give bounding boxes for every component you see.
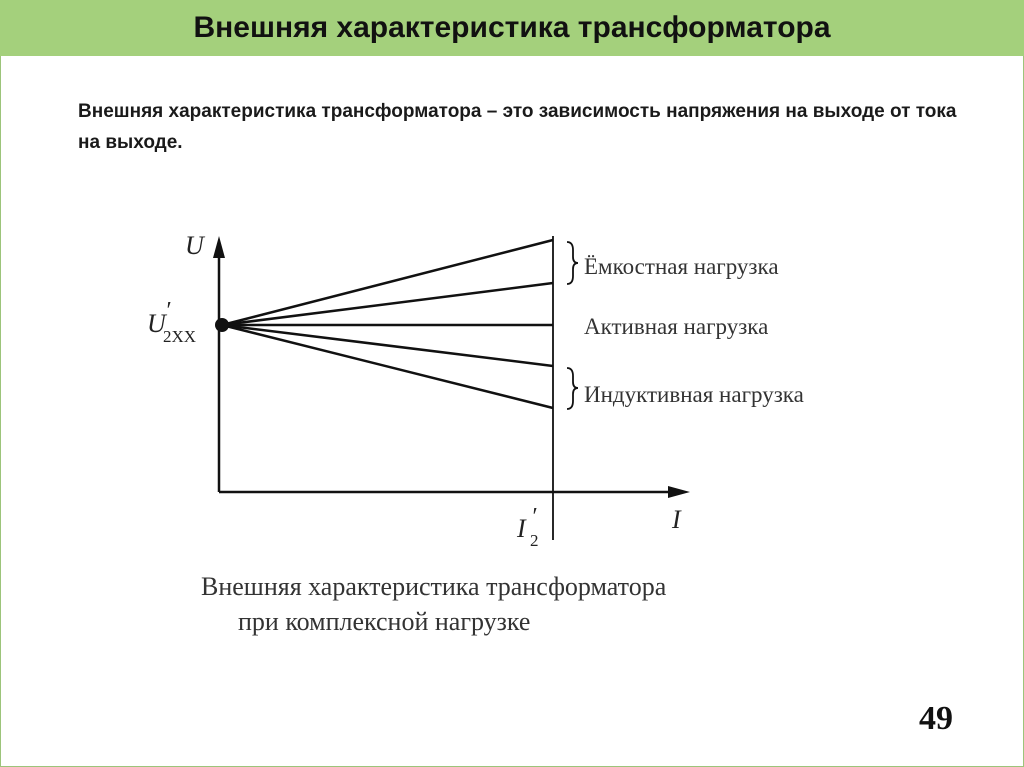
rated-current-prime: ′ xyxy=(531,504,537,530)
x-axis-label: I xyxy=(672,505,681,534)
slide-title: Внешняя характеристика трансформатора xyxy=(193,11,831,44)
capacitive-brace xyxy=(567,242,578,284)
rated-current-subscript: 2 xyxy=(530,531,539,550)
no-load-voltage-subscript: 2XX xyxy=(163,327,197,346)
inductive-line-1 xyxy=(222,325,553,366)
rated-current-symbol: I xyxy=(517,514,526,543)
definition-text: Внешняя характеристика трансформатора – это зависимость напряжения на выходе от тока на выходе. xyxy=(78,101,957,153)
no-load-voltage-symbol: U xyxy=(147,309,166,338)
inductive-brace xyxy=(567,368,578,409)
no-load-voltage-label xyxy=(147,298,196,346)
inductive-load-label: Индуктивная нагрузка xyxy=(584,382,804,407)
rated-current-label xyxy=(516,504,539,550)
page-number: 49 xyxy=(919,700,953,737)
active-load-label: Активная нагрузка xyxy=(584,314,769,339)
caption-line-2: при комплексной нагрузке xyxy=(238,607,531,636)
y-axis-label: U xyxy=(185,231,204,260)
caption-line-1: Внешняя характеристика трансформатора xyxy=(201,572,667,601)
no-load-point xyxy=(215,318,229,332)
x-axis-arrow xyxy=(668,486,690,498)
capacitive-line-1 xyxy=(222,240,553,325)
capacitive-load-label: Ёмкостная нагрузка xyxy=(584,254,779,279)
capacitive-line-2 xyxy=(222,283,553,325)
inductive-line-2 xyxy=(222,325,553,408)
no-load-voltage-prime: ′ xyxy=(165,298,171,324)
y-axis-arrow xyxy=(213,236,225,258)
